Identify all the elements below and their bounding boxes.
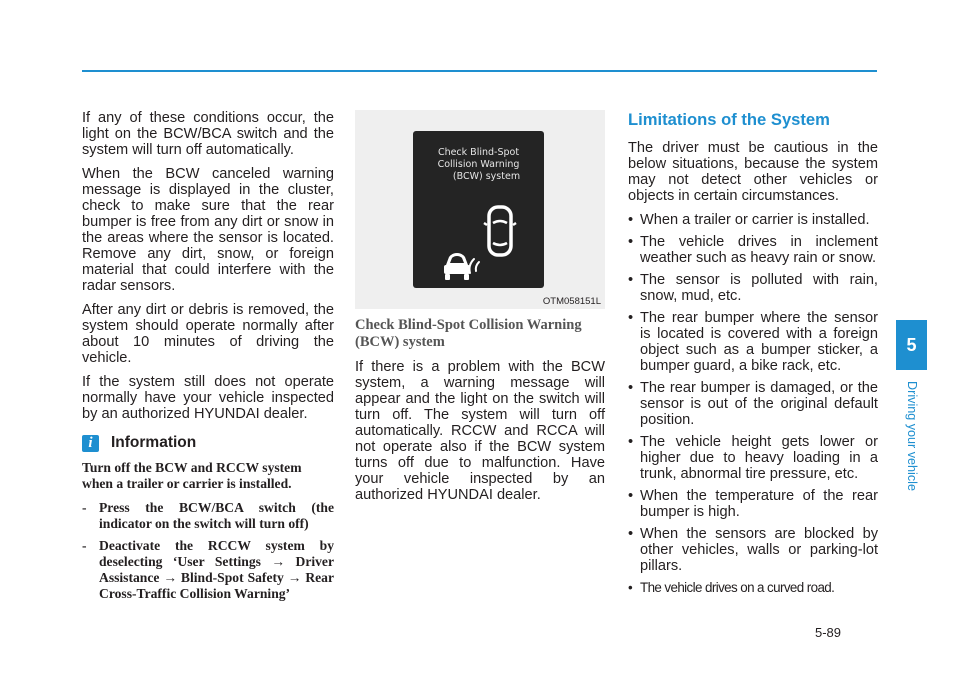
header-rule — [82, 70, 877, 72]
list-item — [628, 526, 878, 574]
section-title: Limitations of the System — [628, 110, 830, 129]
column-left — [82, 110, 334, 608]
section-title: Check Blind-Spot Collision Warning (BCW) system — [355, 317, 582, 350]
bullet-marker: • — [628, 488, 634, 504]
list-item — [82, 538, 334, 602]
display-line: (BCW) system — [452, 171, 521, 182]
paragraph: If the system still does not operate normally have your vehicle inspected by an authorized HYUNDAI dealer. — [82, 374, 334, 422]
limitations-list — [628, 212, 878, 596]
bullet-marker: • — [628, 234, 634, 250]
dash-marker: - — [82, 500, 87, 515]
chapter-tab: 5 — [896, 320, 927, 370]
list-item-text: The vehicle drives in inclement weather such as heavy rain or snow. — [640, 234, 878, 266]
main-car-icon — [484, 207, 516, 255]
list-item-text: The vehicle drives on a curved road. — [640, 580, 835, 595]
list-item-text: When the sensors are blocked by other vehicles, walls or parking-lot pillars. — [640, 526, 878, 574]
paragraph: If there is a problem with the BCW system, a warning message will appear and the light on the switch will turn off. The system will turn off automatically. RCCW and RCCA will not operate also if the BCW system turns off due to malfunction. Have your vehicle inspected by an authorized HYUNDAI dealer. — [355, 359, 605, 503]
dash-marker: - — [82, 538, 87, 553]
list-item-text: The rear bumper where the sensor is located is covered with a foreign object such as a bumper sticker, a bumper guard, a bike rack, etc. — [640, 310, 878, 374]
bullet-marker: • — [628, 434, 634, 450]
list-item-text: The vehicle height gets lower or higher due to heavy loading in a trunk, abnormal tire pressure, etc. — [640, 434, 878, 482]
approaching-car-icon — [444, 253, 470, 280]
cluster-display — [413, 131, 544, 288]
list-item-text: Deactivate the RCCW system by deselecting ‘User Settings → Driver Assistance → Blind-Spot Safety → Rear Cross-Traffic Collision Warning’ — [99, 538, 334, 601]
information-icon: i — [82, 435, 99, 452]
information-header — [82, 434, 334, 452]
bullet-marker: • — [628, 380, 634, 396]
bullet-marker: • — [628, 310, 634, 326]
bullet-marker: • — [628, 526, 634, 542]
sensor-wave-icon — [470, 259, 480, 273]
display-line: Check Blind-Spot — [437, 147, 520, 158]
paragraph: If any of these conditions occur, the light on the BCW/BCA switch and the system will turn off automatically. — [82, 110, 334, 158]
column-middle — [355, 110, 605, 511]
list-item — [628, 310, 878, 374]
list-item — [628, 272, 878, 304]
list-item-text: The sensor is polluted with rain, snow, mud, etc. — [640, 272, 878, 304]
paragraph: When the BCW canceled warning message is displayed in the cluster, check to make sure that the rear bumper is free from any dirt or snow in the areas where the sensor is located. Remove any dirt, snow, or foreign material that could interfere with the radar sensors. — [82, 166, 334, 294]
list-item — [628, 380, 878, 428]
list-item-text: When the temperature of the rear bumper is high. — [640, 488, 878, 520]
chapter-label — [896, 372, 927, 499]
information-lead: Turn off the BCW and RCCW system when a trailer or carrier is installed. — [82, 460, 302, 491]
paragraph: The driver must be cautious in the below situations, because the system may not detect other vehicles or objects in certain circumstances. — [628, 140, 878, 204]
list-item — [82, 500, 334, 532]
cluster-figure — [355, 110, 605, 309]
list-item-text: Press the BCW/BCA switch (the indicator on the switch will turn off) — [99, 500, 334, 531]
bullet-marker: • — [628, 272, 634, 288]
display-line: Collision Warning — [437, 159, 520, 170]
list-item — [628, 434, 878, 482]
list-item-text: When a trailer or carrier is installed. — [640, 212, 870, 228]
information-title: Information — [111, 434, 197, 451]
bullet-marker: • — [628, 212, 634, 228]
page-number: 5-89 — [815, 625, 842, 640]
paragraph: After any dirt or debris is removed, the system should operate normally after about 10 minutes of driving the vehicle. — [82, 302, 334, 366]
information-list — [82, 500, 334, 602]
column-right — [628, 110, 878, 602]
list-item-text: The rear bumper is damaged, or the sensor is out of the original default position. — [640, 380, 878, 428]
figure-code: OTM058151L — [542, 296, 601, 307]
list-item — [628, 234, 878, 266]
blind-spot-cars-icon — [413, 131, 544, 288]
list-item — [628, 488, 878, 520]
chapter-label-text: Driving your vehicle — [904, 380, 919, 491]
list-item — [628, 580, 878, 596]
bullet-marker: • — [628, 580, 633, 595]
list-item — [628, 212, 878, 228]
